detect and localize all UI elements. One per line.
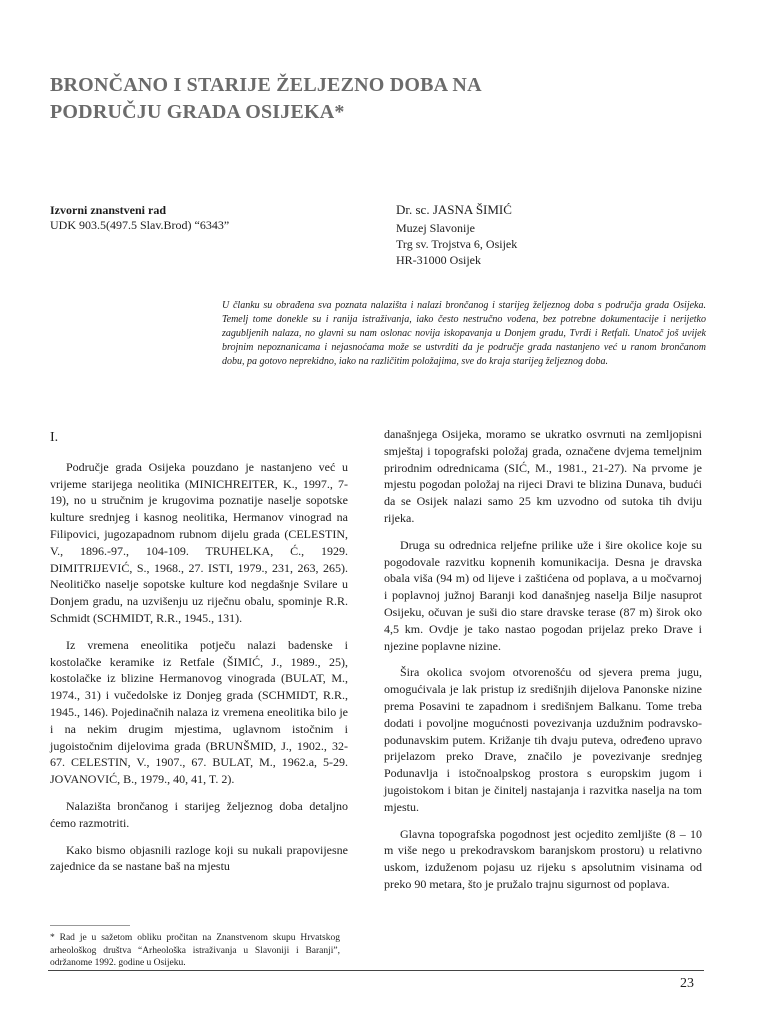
article-title (50, 72, 610, 126)
page-bottom-rule (48, 970, 704, 971)
author-block (396, 202, 517, 268)
section-number: I. (50, 430, 59, 445)
article-meta (50, 203, 229, 233)
body-paragraph: Druga su odrednica reljefne prilike uže i šire okolice koje su pogodovale razvitku kopnenih komunikacija. Desna je dravska obala viša (94 m) od lijeve i zaštićena od poplava, a u močvarnoj i poplavnoj južnoj Baranji kod današnjeg naselja Bilje nasuprot Osijeku, očuvan je suši dio stare dravske terase (87 m) širok oko 4,5 km. Ovdje je tako nastao pogodan prijelaz preko Drave i njezine poplavne nizine. (384, 537, 702, 653)
author-address-line: HR-31000 Osijek (396, 253, 481, 267)
udk-code: UDK 903.5(497.5 Slav.Brod) “6343” (50, 218, 230, 232)
abstract: U članku su obrađena sva poznata nalazišta i nalazi brončanog i starijeg željeznog doba s područja grada Osijeka. Temelj tome donekle su i ranija istraživanja, iako često nestručno vođena, bez potrebne dokumentacije i nerijetko zagubljenih nalaza, no glavni su nam oslonac novija iskopavanja u Donjem gradu, Tvrđi i Retfali. Unatoč još uvijek brojnim nepoznanicama i nejasnoćama može se ustvrditi da je područje grada nastanjeno već u ranom brončanom dobu, pa gotovo neprekidno, iako na različitim položajima, sve do kraja starijeg željeznog doba. (222, 300, 706, 368)
author-name: Dr. sc. JASNA ŠIMIĆ (396, 202, 512, 217)
author-address-line: Trg sv. Trojstva 6, Osijek (396, 237, 518, 251)
body-paragraph: Kako bismo objasnili razloge koji su nukali prapovijesne zajednice da se nastane baš na mjestu (50, 842, 348, 874)
right-column (384, 426, 702, 903)
body-paragraph: Nalazišta brončanog i starijeg željeznog doba detaljno ćemo razmotriti. (50, 798, 348, 830)
title-line-2: PODRUČJU GRADA OSIJEKA* (50, 101, 345, 123)
title-line-1: BRONČANO I STARIJE ŽELJEZNO DOBA NA (50, 74, 482, 96)
body-paragraph: Područje grada Osijeka pouzdano je nastanjeno već u vrijeme starijega neolitika (MINICHREITER, K., 1997., 7-19), no u stručnim je krugovima poznatije naselje sopotske kulture srednjeg i kasnog neolitika, Hermanov vinograd na Filipovici, jugozapadnom rubnom dijelu grada (CELESTIN, V., 1896.-97., 104-109. TRUHELKA, Ć., 1929. DIMITRIJEVIĆ, S., 1968., 27. ISTI, 1979., 231, 263, 265). Neolitičko naselje sopotske kulture kod negdašnje Svilare u Donjem gradu, na uzvišenju uz riječnu obalu, spominje R.R. Schmidt (SCHMIDT, R.R., 1945., 131). (50, 459, 348, 625)
paper-type: Izvorni znanstveni rad (50, 203, 167, 217)
footnote: * Rad je u sažetom obliku pročitan na Znanstvenom skupu Hrvatskog arheološkog društva “Arheološka istraživanja u Slavoniji i Baranji”, održanome 1992. godine u Osijeku. (50, 933, 340, 968)
body-paragraph: Šira okolica svojom otvorenošću od sjevera prema jugu, omogućivala je lak pristup iz središnjih dijelova Panonske nizine prema Posavini te zapadnom i središnjem Balkanu. Tome treba dodati i povoljne mogućnosti povezivanja uzdužnim podravsko-podunavskim putem. Križanje tih dvaju puteva, određeno upravo prijelazom preko Drave, značilo je povezivanje srednjeg Podunavlja i istočnoalpskog prostora s europskim jugom i jugoistokom i bitan je činitelj nastajanja i razvitka naselja na tom mjestu. (384, 665, 702, 814)
body-paragraph: današnjega Osijeka, moramo se ukratko osvrnuti na zemljopisni smještaj i topografski položaj grada, označene dvjema temeljnim prirodnim odrednicama (SIĆ, M., 1981., 21-27). Na prvome je mjestu pogodan položaj na rijeci Dravi te blizina Dunava, budući da se Osijek nalazi samo 25 km uzvodno od sutoka tih dviju rijeka. (384, 427, 702, 525)
body-paragraph: Iz vremena eneolitika potječu nalazi badenske i kostolačke keramike iz Retfale (ŠIMIĆ, J., 1989., 25), kostolačke iz blizine Hermanovog vinograda (BULAT, M., 1974., 31) i vučedolske iz Donjeg grada (SCHMIDT, R.R., 1945., 146). Pojedinačnih nalaza iz vremena eneolitika bilo je i na nekim drugim mjestima, uglavnom istočnim i jugoistočnim dijelovima grada (BRUNŠMID, J., 1902., 32-67. CELESTIN, V., 1907., 67. BULAT, M., 1962.a, 5-29. JOVANOVIĆ, B., 1979., 40, 41, T. 2). (50, 637, 348, 787)
author-address-line: Muzej Slavonije (396, 221, 475, 235)
page-number: 23 (680, 976, 694, 991)
footnote-divider (50, 925, 130, 926)
body-paragraph: Glavna topografska pogodnost jest ocjedito zemljište (8 – 10 m više nego u prekodravskom baranjskom prostoru) u relativno uskom, izduženom pojasu uz rijeku s apsolutnim visinama od preko 90 metara, što je pružalo trajnu sigurnost od poplava. (384, 826, 702, 891)
left-column (50, 430, 348, 875)
